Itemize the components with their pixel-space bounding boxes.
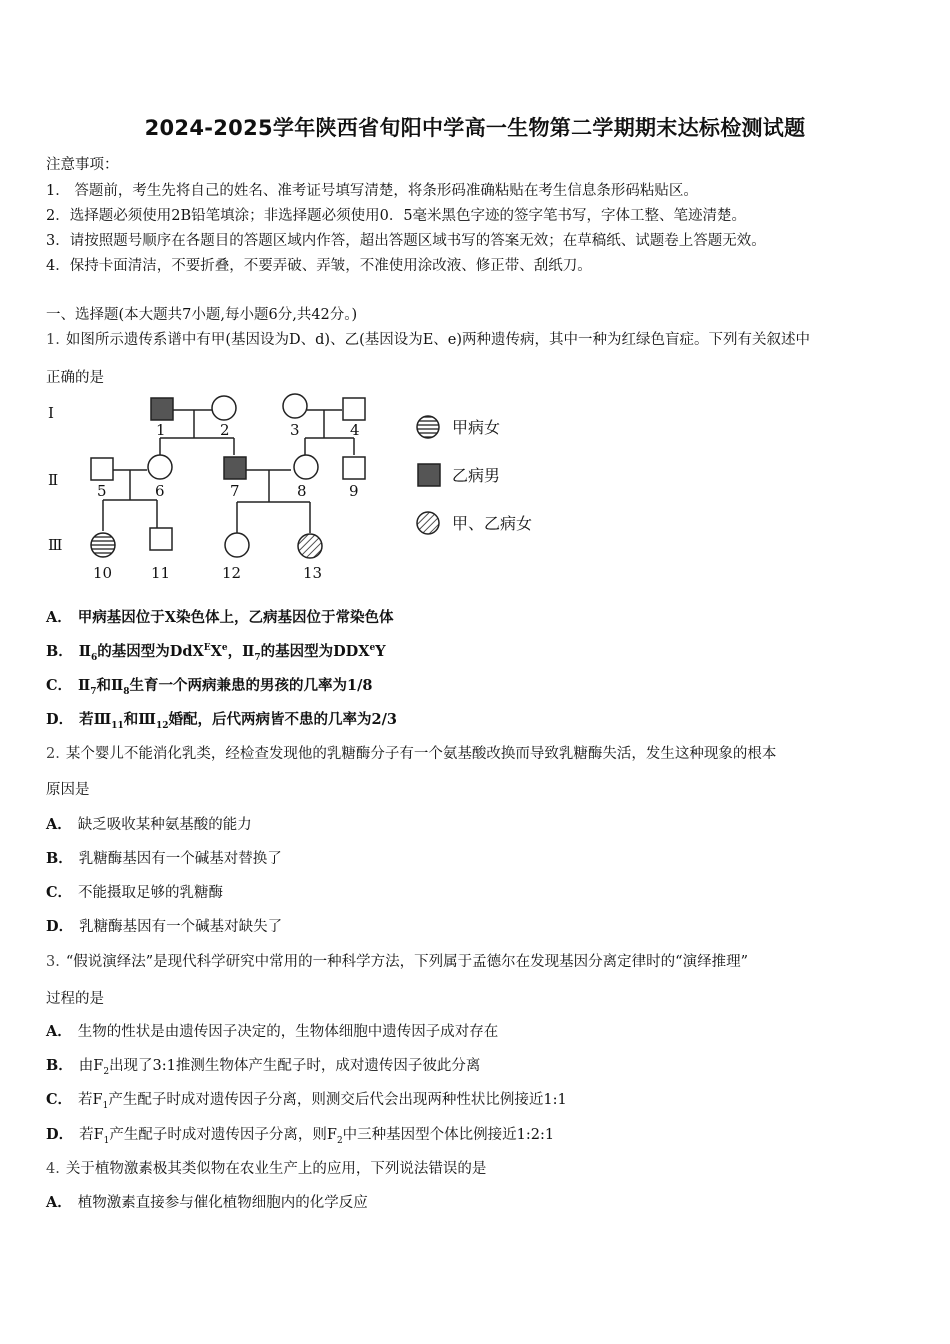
individual-id: 7	[230, 482, 240, 500]
option-b[interactable]: B． $Ⅱ_6$的基因型为DdX$^E$Xe，$Ⅱ_7$的基因型为DDXeY	[46, 643, 386, 663]
question-1-stem: 1. 如图所示遗传系谱中有甲(基因设为D、d)、乙(基因设为E、e)两种遗传病，其中一种为红绿色盲症。下列有关叙述中	[46, 332, 811, 348]
notice-item: 4．保持卡面清洁，不要折叠，不要弄破、弄皱，不准使用涂改液、修正带、刮纸刀。	[46, 258, 592, 274]
option-b[interactable]: B． 由$F_2$出现了3:1推测生物体产生配子时，成对遗传因子彼此分离	[46, 1057, 481, 1077]
generation-label: Ⅱ	[48, 471, 59, 489]
individual-id: 6	[155, 482, 165, 500]
question-number: 4.	[46, 1161, 60, 1177]
individual-id: 9	[349, 482, 359, 500]
option-a[interactable]: A． 植物激素直接参与催化植物细胞内的化学反应	[46, 1194, 368, 1211]
individual-id: 1	[156, 421, 166, 439]
individual-id: 4	[350, 421, 360, 439]
individual-id: 11	[151, 564, 171, 582]
option-b[interactable]: B． 乳糖酶基因有一个碱基对替换了	[46, 850, 282, 867]
individual-id: 3	[290, 421, 300, 439]
option-d[interactable]: D． 乳糖酶基因有一个碱基对缺失了	[46, 918, 283, 935]
individual-id: 8	[297, 482, 307, 500]
individual-id: 5	[97, 482, 107, 500]
individual-id: 13	[303, 564, 323, 582]
option-c[interactable]: C． 不能摄取足够的乳糖酶	[46, 884, 224, 901]
option-a[interactable]: A． 缺乏吸收某种氨基酸的能力	[46, 816, 252, 833]
legend-label: 甲病女	[452, 418, 501, 437]
option-a[interactable]: A． 甲病基因位于X染色体上，乙病基因位于常染色体	[46, 609, 394, 626]
legend-label: 甲、乙病女	[452, 514, 533, 533]
question-number: 1.	[46, 332, 60, 348]
option-d[interactable]: D． 若$Ⅲ_{11}$和$Ⅲ_{12}$婚配，后代两病皆不患的几率为2/3	[46, 711, 397, 731]
generation-label: Ⅰ	[48, 404, 54, 422]
question-number: 3.	[46, 954, 60, 970]
individual-id: 12	[222, 564, 242, 582]
section-heading: 一、选择题(本大题共7小题,每小题6分,共42分。)	[46, 307, 358, 323]
option-d[interactable]: D． 若$F_1$产生配子时成对遗传因子分离，则$F_2$中三种基因型个体比例接近1:2:1	[46, 1126, 555, 1146]
question-2-stem: 2. 某个婴儿不能消化乳类，经检查发现他的乳糖酶分子有一个氨基酸改换而导致乳糖酶失活，发生这种现象的根本	[46, 746, 777, 762]
option-c[interactable]: C． $Ⅱ_7$和$Ⅱ_8$生育一个两病兼患的男孩的几率为1/8	[46, 677, 373, 697]
question-1-stem-cont: 正确的是	[46, 370, 104, 386]
individual-id: 10	[93, 564, 113, 582]
notice-heading: 注意事项：	[46, 157, 119, 173]
individual-id: 2	[220, 421, 230, 439]
question-3-stem: 3. “假说演绎法”是现代科学研究中常用的一种科学方法，下列属于孟德尔在发现基因分离定律时的“演绎推理”	[46, 954, 748, 970]
option-a[interactable]: A． 生物的性状是由遗传因子决定的，生物体细胞中遗传因子成对存在	[46, 1023, 499, 1040]
generation-label: Ⅲ	[48, 536, 63, 554]
legend-label: 乙病男	[452, 466, 501, 485]
question-number: 2.	[46, 746, 60, 762]
notice-item: 3．请按照题号顺序在各题目的答题区域内作答，超出答题区域书写的答案无效；在草稿纸、试题卷上答题无效。	[46, 233, 766, 249]
question-3-stem-cont: 过程的是	[46, 991, 104, 1007]
pedigree-chart	[44, 388, 564, 588]
question-4-stem: 4. 关于植物激素极其类似物在农业生产上的应用，下列说法错误的是	[46, 1161, 487, 1177]
notice-item: 2．选择题必须使用2B铅笔填涂；非选择题必须使用0．5毫米黑色字迹的签字笔书写，字体工整、笔迹清楚。	[46, 208, 747, 224]
page-title: 2024-2025学年陕西省旬阳中学高一生物第二学期期末达标检测试题	[144, 116, 806, 140]
question-2-stem-cont: 原因是	[46, 782, 90, 798]
notice-item: 1． 答题前，考生先将自己的姓名、准考证号填写清楚，将条形码准确粘贴在考生信息条形码粘贴区。	[46, 183, 698, 199]
option-c[interactable]: C． 若$F_1$产生配子时成对遗传因子分离，则测交后代会出现两种性状比例接近1:1	[46, 1091, 567, 1111]
